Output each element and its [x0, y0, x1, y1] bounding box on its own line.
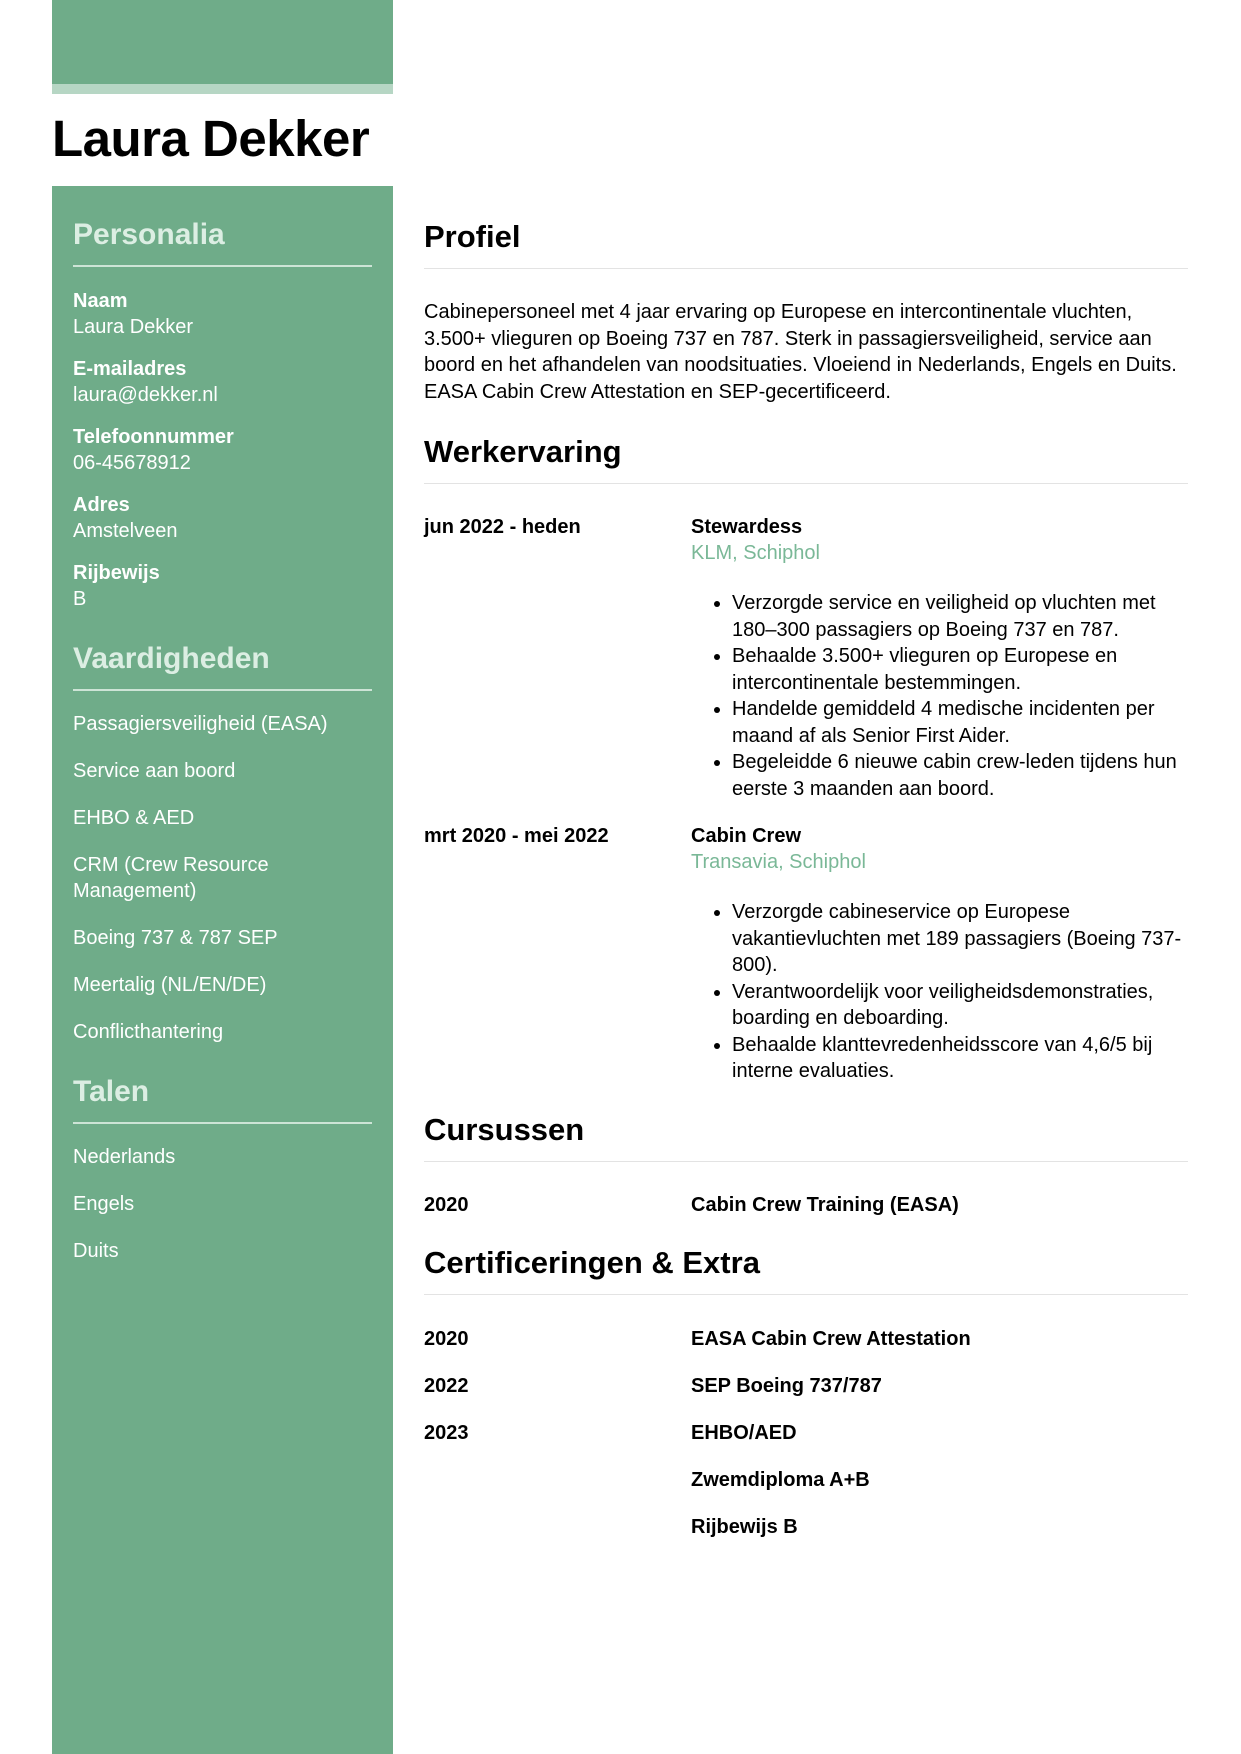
field-label: Naam	[73, 290, 128, 312]
languages-divider	[73, 1122, 372, 1124]
job-company: KLM, Schiphol	[691, 542, 820, 564]
field-label: Telefoonnummer	[73, 426, 234, 448]
personalia-heading: Personalia	[73, 218, 225, 251]
sidebar-top-stripe	[52, 84, 393, 94]
skill-item: Passagiersveiligheid (EASA)	[73, 713, 328, 735]
certifications-heading: Certificeringen & Extra	[424, 1244, 760, 1280]
personalia-divider	[73, 265, 372, 267]
job-dates: jun 2022 - heden	[424, 516, 581, 538]
certification-row	[424, 1420, 1188, 1446]
certification-row	[424, 1326, 1188, 1352]
field-address	[73, 492, 372, 544]
field-label: E-mailadres	[73, 358, 187, 380]
certification-year: 2022	[424, 1374, 469, 1397]
job-company: Transavia, Schiphol	[691, 851, 866, 873]
languages-heading: Talen	[73, 1075, 150, 1108]
bullet-item: • Handelde gemiddeld 4 medische incidenten per maand af als Senior First Aider.	[732, 696, 1188, 749]
certification-name: EHBO/AED	[691, 1421, 797, 1444]
experience-divider	[424, 483, 1188, 484]
certification-row	[424, 1373, 1188, 1399]
bullet-item: • Verantwoordelijk voor veiligheidsdemonstraties, boarding en deboarding.	[732, 979, 1188, 1032]
field-email	[73, 356, 372, 408]
certification-name: SEP Boeing 737/787	[691, 1374, 882, 1397]
certifications-divider	[424, 1294, 1188, 1295]
skill-item: EHBO & AED	[73, 807, 195, 829]
job-bullets	[691, 899, 1188, 1085]
job-dates: mrt 2020 - mei 2022	[424, 825, 609, 847]
bullet-item: • Verzorgde cabineservice op Europese vakantievluchten met 189 passagiers (Boeing 737-800).	[732, 899, 1188, 979]
profile-heading: Profiel	[424, 219, 521, 254]
skills-heading: Vaardigheden	[73, 642, 270, 675]
job-title: Stewardess	[691, 516, 803, 538]
certification-row	[424, 1467, 1188, 1493]
certification-name: Rijbewijs B	[691, 1515, 798, 1538]
skill-item: Boeing 737 & 787 SEP	[73, 927, 278, 949]
field-value: laura@dekker.nl	[73, 384, 218, 406]
bullet-item: • Behaalde 3.500+ vlieguren op Europese en intercontinentale bestemmingen.	[732, 643, 1188, 696]
bullet-item: • Begeleidde 6 nieuwe cabin crew-leden tijdens hun eerste 3 maanden aan boord.	[732, 749, 1188, 802]
bullet-item: • Behaalde klanttevredenheidsscore van 4,6/5 bij interne evaluaties.	[732, 1032, 1188, 1085]
course-row	[424, 1192, 1188, 1218]
sidebar-top-block	[52, 0, 393, 84]
bullet-item: • Verzorgde service en veiligheid op vluchten met 180–300 passagiers op Boeing 737 en 787.	[732, 590, 1188, 643]
field-label: Rijbewijs	[73, 562, 160, 584]
field-value: Laura Dekker	[73, 316, 194, 338]
job-entry	[424, 823, 1188, 1085]
certification-name: EASA Cabin Crew Attestation	[691, 1327, 971, 1350]
field-license	[73, 560, 372, 612]
courses-heading: Cursussen	[424, 1111, 585, 1147]
field-value: B	[73, 588, 87, 610]
profile-divider	[424, 268, 1188, 269]
candidate-name: Laura Dekker	[52, 110, 370, 167]
field-label: Adres	[73, 494, 130, 516]
course-name: Cabin Crew Training (EASA)	[691, 1193, 959, 1216]
sidebar	[52, 186, 393, 1754]
certification-year: 2023	[424, 1421, 469, 1444]
language-item: Engels	[73, 1193, 135, 1215]
courses-divider	[424, 1161, 1188, 1162]
experience-heading: Werkervaring	[424, 434, 622, 469]
skill-item: Meertalig (NL/EN/DE)	[73, 974, 267, 996]
profile-text: Cabinepersoneel met 4 jaar ervaring op Europese en intercontinentale vluchten, 3.500+ vlieguren op Boeing 737 en 787. Sterk in passagiersveiligheid, service aan boord en het afhandelen van noodsituaties. Vloeiend in Nederlands, Engels en Duits. EASA Cabin Crew Attestation en SEP-gecertificeerd.	[424, 301, 1177, 403]
field-phone	[73, 424, 372, 476]
certification-year: 2020	[424, 1327, 469, 1350]
job-title: Cabin Crew	[691, 825, 802, 847]
field-naam	[73, 288, 372, 340]
skill-item: CRM (Crew Resource Management)	[73, 854, 269, 902]
field-value: Amstelveen	[73, 520, 178, 542]
certification-row	[424, 1514, 1188, 1540]
skill-item: Service aan boord	[73, 760, 236, 782]
skill-item: Conflicthantering	[73, 1021, 224, 1043]
skills-divider	[73, 689, 372, 691]
field-value: 06-45678912	[73, 452, 191, 474]
language-item: Duits	[73, 1240, 119, 1262]
language-item: Nederlands	[73, 1146, 176, 1168]
main-content	[424, 186, 1188, 1540]
course-year: 2020	[424, 1193, 469, 1216]
job-entry	[424, 514, 1188, 802]
job-bullets	[691, 590, 1188, 802]
certification-name: Zwemdiploma A+B	[691, 1468, 870, 1491]
